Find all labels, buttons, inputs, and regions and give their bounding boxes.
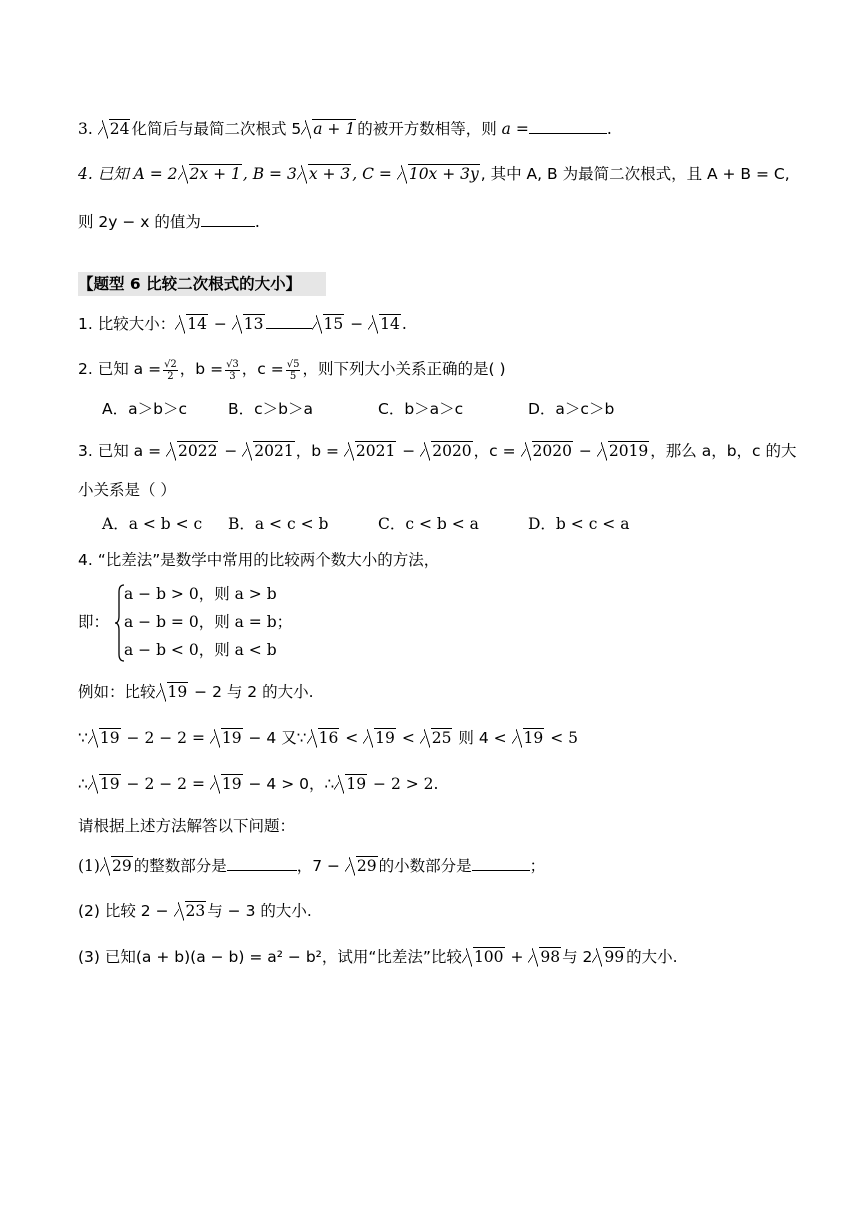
answer-blank[interactable] — [227, 854, 297, 871]
fraction-c: $\frac{√5}{5}$ — [286, 358, 300, 382]
ji-label: 即： — [78, 613, 110, 631]
radical: 2022 — [166, 440, 218, 462]
radical: 29 — [100, 855, 133, 877]
question-3-top: 3. 24 化简后与最简二次根式 5 a + 1 的被开方数相等，则 a = . — [78, 117, 612, 140]
radical: 25 — [420, 727, 453, 749]
option-d[interactable]: D．a＞c＞b — [528, 400, 615, 418]
radical: 14 — [175, 313, 208, 335]
answer-blank[interactable] — [201, 210, 255, 227]
answer-blank[interactable] — [472, 854, 530, 871]
radical: 2x + 1 — [178, 163, 242, 185]
option-b[interactable]: B．c＞b＞a — [228, 400, 313, 418]
radical: 19 — [156, 681, 189, 703]
answer-blank[interactable] — [266, 312, 312, 329]
system-row-2: a − b = 0，则 a = b； — [124, 613, 293, 631]
radical: 2021 — [344, 440, 396, 462]
question-4-top-line2: 则 2y − x 的值为 . — [78, 210, 260, 233]
radical: 98 — [528, 946, 561, 968]
therefore-line: ∴ 19 − 2 − 2 = 19 − 4 > 0，∴ 19 − 2 > 2. — [78, 775, 439, 793]
radical: 14 — [368, 313, 401, 335]
radical: 29 — [345, 855, 378, 877]
sub-question-2: (2) 比较 2 − 23 与 − 3 的大小. — [78, 902, 312, 920]
radical: 15 — [312, 313, 345, 335]
radical: 2019 — [597, 440, 649, 462]
radical: 13 — [232, 313, 265, 335]
radical: 19 — [88, 727, 121, 749]
radical: 19 — [512, 727, 545, 749]
prompt-line: 请根据上述方法解答以下问题： — [78, 817, 296, 835]
radical: a + 1 — [301, 118, 356, 140]
system-row-1: a − b > 0，则 a > b — [124, 585, 277, 603]
question-4-top-line1: 4. 已知 A = 2 2x + 1 , B = 3 x + 3 , C = 10x + 3y , 其中 A, B 为最简二次根式，且 A + B = C, — [78, 165, 790, 183]
example-line: 例如：比较 19 − 2 与 2 的大小. — [78, 683, 314, 701]
fraction-a: $\frac{√2}{2}$ — [164, 358, 177, 382]
option-b[interactable]: B．a < c < b — [228, 515, 329, 533]
section-header: 【题型 6 比较二次根式的大小】 — [78, 272, 326, 296]
compare-question-4-intro: 4. “比差法”是数学中常用的比较两个数大小的方法， — [78, 551, 440, 569]
radical: 19 — [210, 727, 243, 749]
option-a[interactable]: A．a < b < c — [102, 515, 203, 533]
radical: 19 — [88, 773, 121, 795]
radical: 99 — [592, 946, 625, 968]
sub-question-1: (1) 29 的整数部分是 ，7 − 29 的小数部分是 ； — [78, 854, 545, 877]
system-row-3: a − b < 0，则 a < b — [124, 641, 277, 659]
radical: 24 — [98, 118, 131, 140]
compare-question-3: 3. 已知 a = 2022 − 2021 ，b = 2021 − 2020 ，c = 2020 − 2019 ，那么 a，b，c 的大 — [78, 442, 797, 460]
radical: 2020 — [521, 440, 573, 462]
radical: 10x + 3y — [397, 163, 480, 185]
radical: x + 3 — [297, 163, 351, 185]
answer-blank[interactable] — [529, 117, 607, 134]
radical: 2020 — [420, 440, 472, 462]
option-d[interactable]: D．b < c < a — [528, 515, 630, 533]
option-c[interactable]: C．c < b < a — [378, 515, 479, 533]
radical: 19 — [363, 727, 396, 749]
compare-question-1: 1. 比较大小： 14 − 13 15 − 14 . — [78, 312, 407, 335]
sub-question-3: (3) 已知(a + b)(a − b) = a² − b²，试用“比差法”比较 100 + 98 与 2 99 的大小. — [78, 948, 678, 966]
compare-question-2: 2. 已知 a = $\frac{√2}{2}$ ，b = $\frac{√3}{3}$ ，c = $\frac{√5}{5}$ ，则下列大小关系正确的是( ) — [78, 358, 506, 382]
radical: 2021 — [242, 440, 294, 462]
radical: 23 — [174, 900, 207, 922]
option-c[interactable]: C．b＞a＞c — [378, 400, 464, 418]
radical: 19 — [334, 773, 367, 795]
because-line: ∵ 19 − 2 − 2 = 19 − 4 又∵ 16 < 19 < 25 则 4 < 19 < 5 — [78, 729, 578, 747]
compare-question-3-line2: 小关系是（ ） — [78, 481, 176, 499]
option-a[interactable]: A．a＞b＞c — [102, 400, 187, 418]
radical: 100 — [462, 946, 505, 968]
fraction-b: $\frac{√3}{3}$ — [226, 358, 239, 382]
radical: 19 — [210, 773, 243, 795]
radical: 16 — [307, 727, 340, 749]
